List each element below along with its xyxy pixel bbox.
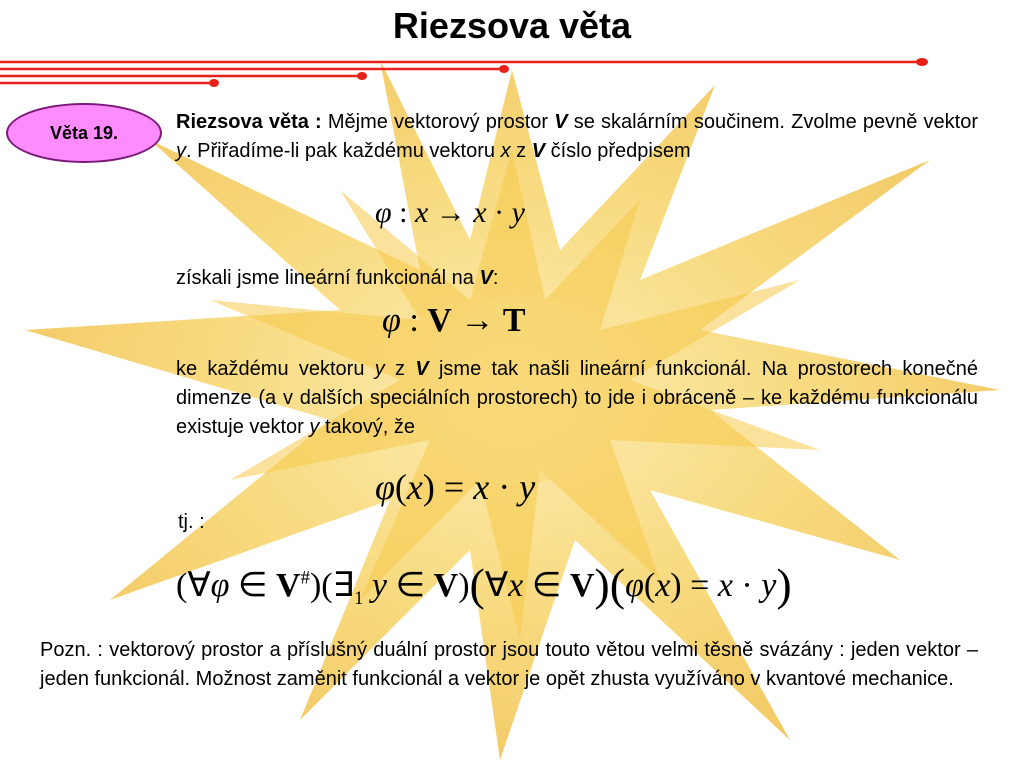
math: (	[394, 467, 407, 507]
math: (	[643, 567, 656, 604]
math: x	[473, 196, 487, 229]
math: ·	[489, 467, 520, 507]
math: y	[519, 467, 536, 507]
math: ∈	[229, 567, 277, 604]
math: ·	[486, 196, 512, 229]
text: ke každému vektoru	[176, 358, 375, 380]
math: φ	[210, 567, 230, 604]
note-paragraph: Pozn. : vektorový prostor a příslušný duální prostor jsou touto větou velmi těsně svázány : jeden vektor – jeden funkcionál. Možnost zaměnit funkcionál a vektor je opět zhusta využíváno v kvantové mechanice.	[40, 639, 978, 690]
text: číslo předpisem	[545, 140, 691, 162]
math: :	[391, 196, 415, 229]
page-title: Riezsova věta	[392, 5, 632, 46]
math: 1	[354, 587, 364, 609]
math: V	[433, 567, 459, 604]
math: )	[594, 559, 610, 610]
functional-text	[176, 264, 676, 293]
math: (∀	[176, 567, 211, 604]
math: =	[434, 467, 474, 507]
math: )	[458, 567, 470, 604]
math: φ	[375, 467, 395, 507]
text: jsme tak našli lineární funkcionál. Na prostorech konečné dimenze (a v dalších speciálních prostorech) to jde i obráceně – ke každému funkcionálu existuje vektor	[176, 358, 978, 438]
text: se skalárním součinem. Zvolme pevně vektor	[567, 111, 978, 133]
symbol-V: V	[554, 111, 568, 133]
math: y	[511, 196, 525, 229]
math: ·	[732, 567, 762, 604]
theorem-number: Věta 19.	[49, 122, 119, 143]
math: ∈	[387, 567, 434, 604]
math: x	[717, 567, 733, 604]
math: =	[681, 567, 718, 604]
math: →	[428, 196, 474, 229]
ie-label: tj. :	[178, 511, 205, 533]
symbol-y: y	[309, 416, 320, 438]
symbol-V: V	[415, 358, 429, 380]
math: φ	[382, 302, 401, 339]
formula-mapping	[375, 196, 525, 230]
math: #	[300, 567, 310, 589]
converse-text	[176, 355, 978, 442]
math: V	[276, 567, 301, 604]
text: z	[510, 140, 532, 162]
symbol-y: y	[176, 140, 186, 162]
symbol-y: y	[374, 358, 385, 380]
math: φ	[375, 196, 392, 229]
theorem-lead: Riezsova věta :	[176, 111, 322, 133]
symbol-V: V	[531, 140, 546, 162]
formula-representation	[375, 466, 535, 508]
formula-functional	[382, 302, 526, 340]
math: x	[655, 567, 671, 604]
symbol-x: x	[500, 140, 511, 162]
math: →	[451, 302, 503, 339]
math: x	[414, 196, 429, 229]
math: T	[502, 302, 526, 339]
math: (	[469, 559, 485, 610]
math: ∀	[484, 567, 509, 604]
math: x	[473, 467, 490, 507]
decorative-red-lines	[0, 52, 1024, 92]
math: ∈	[523, 567, 570, 604]
math: )	[422, 467, 435, 507]
math: )(∃	[309, 567, 355, 604]
text: získali jsme lineární funkcionál na	[176, 267, 480, 289]
math: x	[406, 467, 423, 507]
math: φ	[625, 567, 644, 604]
math: )	[670, 567, 682, 604]
math: x	[508, 567, 524, 604]
math: V	[427, 302, 452, 339]
math: :	[400, 302, 428, 339]
symbol-V: V	[479, 267, 493, 289]
text: Mějme vektorový prostor	[321, 111, 555, 133]
text: takový, že	[319, 416, 415, 438]
text: z	[384, 358, 416, 380]
math: V	[569, 567, 595, 604]
text: :	[492, 267, 499, 289]
formula-quantified	[176, 558, 792, 611]
text: . Přiřadíme-li pak každému vektoru	[186, 140, 501, 162]
theorem-statement	[176, 108, 978, 166]
math: y	[761, 567, 777, 604]
math: y	[363, 567, 388, 604]
theorem-badge	[6, 103, 162, 163]
math: (	[609, 559, 626, 610]
math: )	[776, 559, 792, 610]
